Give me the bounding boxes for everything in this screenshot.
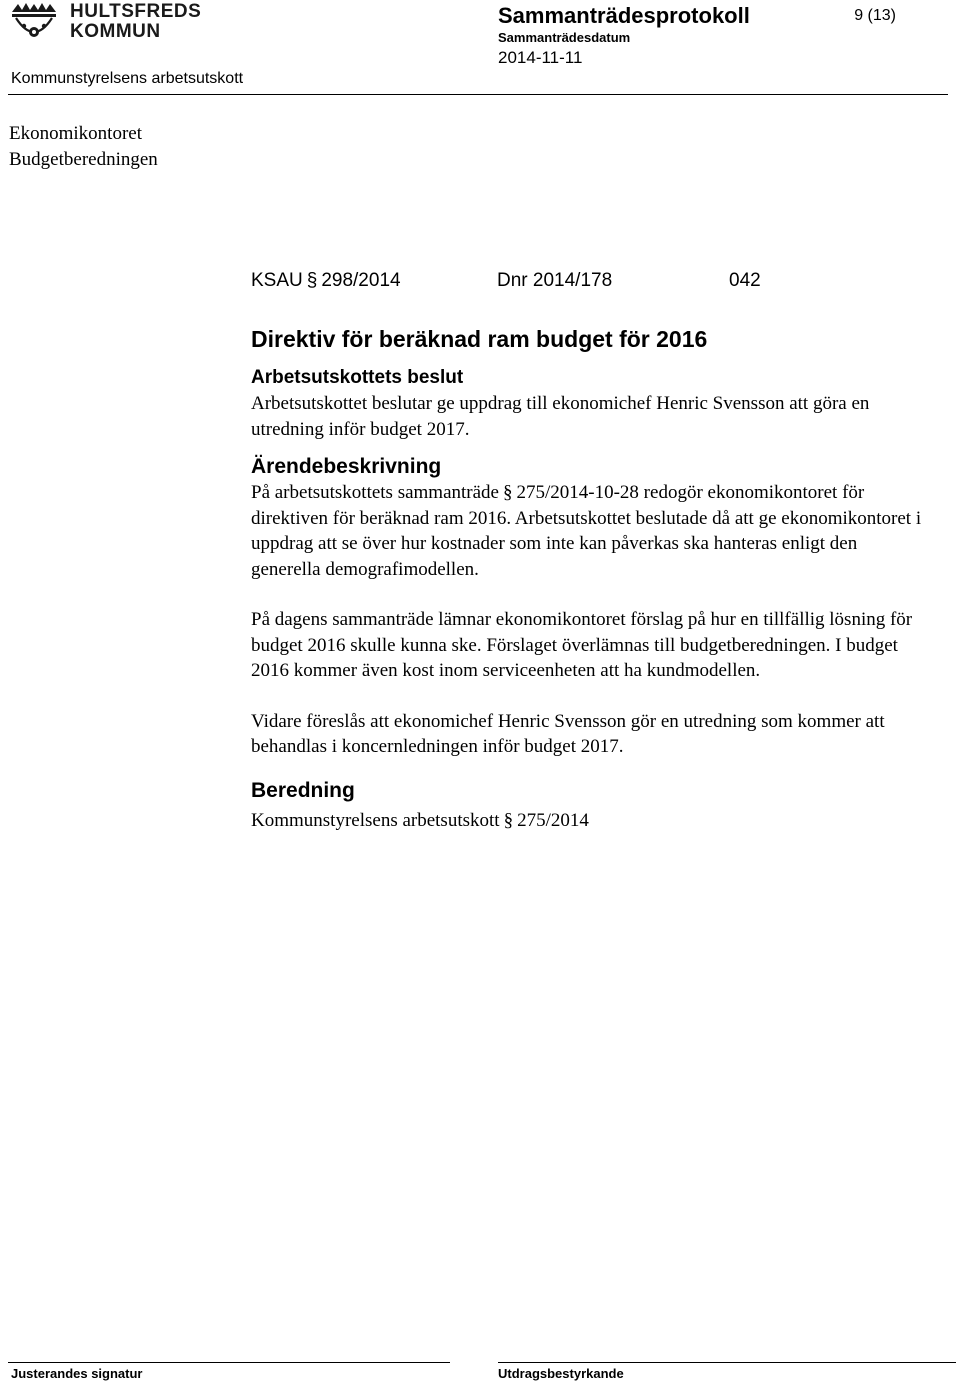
decision-text: Arbetsutskottet beslutar ge uppdrag till ekonomichef Henric Svensson att göra en utredning inför budget 2017. bbox=[251, 393, 870, 440]
case-content bbox=[251, 268, 931, 833]
description-paragraph-1 bbox=[251, 480, 931, 582]
diary-number: Dnr 2014/178 bbox=[497, 270, 613, 291]
crown-emblem-icon bbox=[10, 2, 58, 44]
ksau-label: KSAU bbox=[251, 270, 303, 291]
extract-certification-label: Utdragsbestyrkande bbox=[498, 1366, 624, 1381]
preparation-reference bbox=[251, 808, 931, 834]
distribution-item: Ekonomikontoret bbox=[9, 123, 142, 144]
paragraph-symbol: § bbox=[503, 482, 513, 503]
distribution-list bbox=[9, 121, 158, 173]
ksau-number: 298/2014 bbox=[321, 270, 401, 291]
logo-line-2: KOMMUN bbox=[70, 21, 161, 42]
distribution-item: Budgetberedningen bbox=[9, 149, 158, 170]
signature-line-left bbox=[8, 1362, 450, 1363]
paragraph-symbol: § bbox=[306, 270, 318, 291]
preparation-ref-number: 275/2014 bbox=[517, 809, 589, 831]
logo-wordmark bbox=[70, 2, 201, 42]
adjusting-signature-label: Justerandes signatur bbox=[11, 1366, 143, 1381]
document-title: Sammanträdesprotokoll bbox=[498, 3, 750, 28]
description-p1-rest: 275/2014-10-28 redogör ekonomikontoret för direktiven för beräknad ram 2016. Arbetsutskottet beslutade då att ge ekonomikontoret i uppdrag att se över hur kostnader som inte kan påverkas ska hanteras enligt den generella demografimodellen. bbox=[251, 482, 922, 580]
meeting-date-value: 2014-11-11 bbox=[498, 48, 583, 67]
description-paragraph-3: Vidare föreslås att ekonomichef Henric Svensson gör en utredning som kommer att behandlas i koncernledningen inför budget 2017. bbox=[251, 710, 885, 757]
preparation-ref-start: Kommunstyrelsens arbetsutskott bbox=[251, 809, 500, 831]
meeting-date-label: Sammanträdesdatum bbox=[498, 30, 631, 45]
description-p1-start: På arbetsutskottets sammanträde bbox=[251, 482, 499, 503]
page-number: 9 (13) bbox=[854, 7, 896, 24]
preparation-heading: Beredning bbox=[251, 778, 355, 802]
ksau-reference bbox=[251, 268, 401, 294]
header-divider bbox=[8, 94, 948, 95]
committee-name: Kommunstyrelsens arbetsutskott bbox=[11, 70, 244, 87]
case-code: 042 bbox=[729, 270, 761, 291]
decision-heading: Arbetsutskottets beslut bbox=[251, 367, 464, 388]
case-title: Direktiv för beräknad ram budget för 2016 bbox=[251, 326, 708, 352]
case-reference-line bbox=[251, 268, 931, 294]
paragraph-symbol: § bbox=[503, 809, 514, 831]
municipality-logo bbox=[10, 1, 202, 44]
description-paragraph-2: På dagens sammanträde lämnar ekonomikontoret förslag på hur en tillfällig lösning för budget 2016 skulle kunna ske. Förslaget överlämnas till budgetberedningen. I budget 2016 kommer även kost inom serviceenheten att ha kundmodellen. bbox=[251, 609, 913, 681]
signature-line-right bbox=[498, 1362, 956, 1363]
description-heading: Ärendebeskrivning bbox=[251, 455, 442, 478]
logo-line-1: HULTSFREDS bbox=[70, 1, 202, 22]
